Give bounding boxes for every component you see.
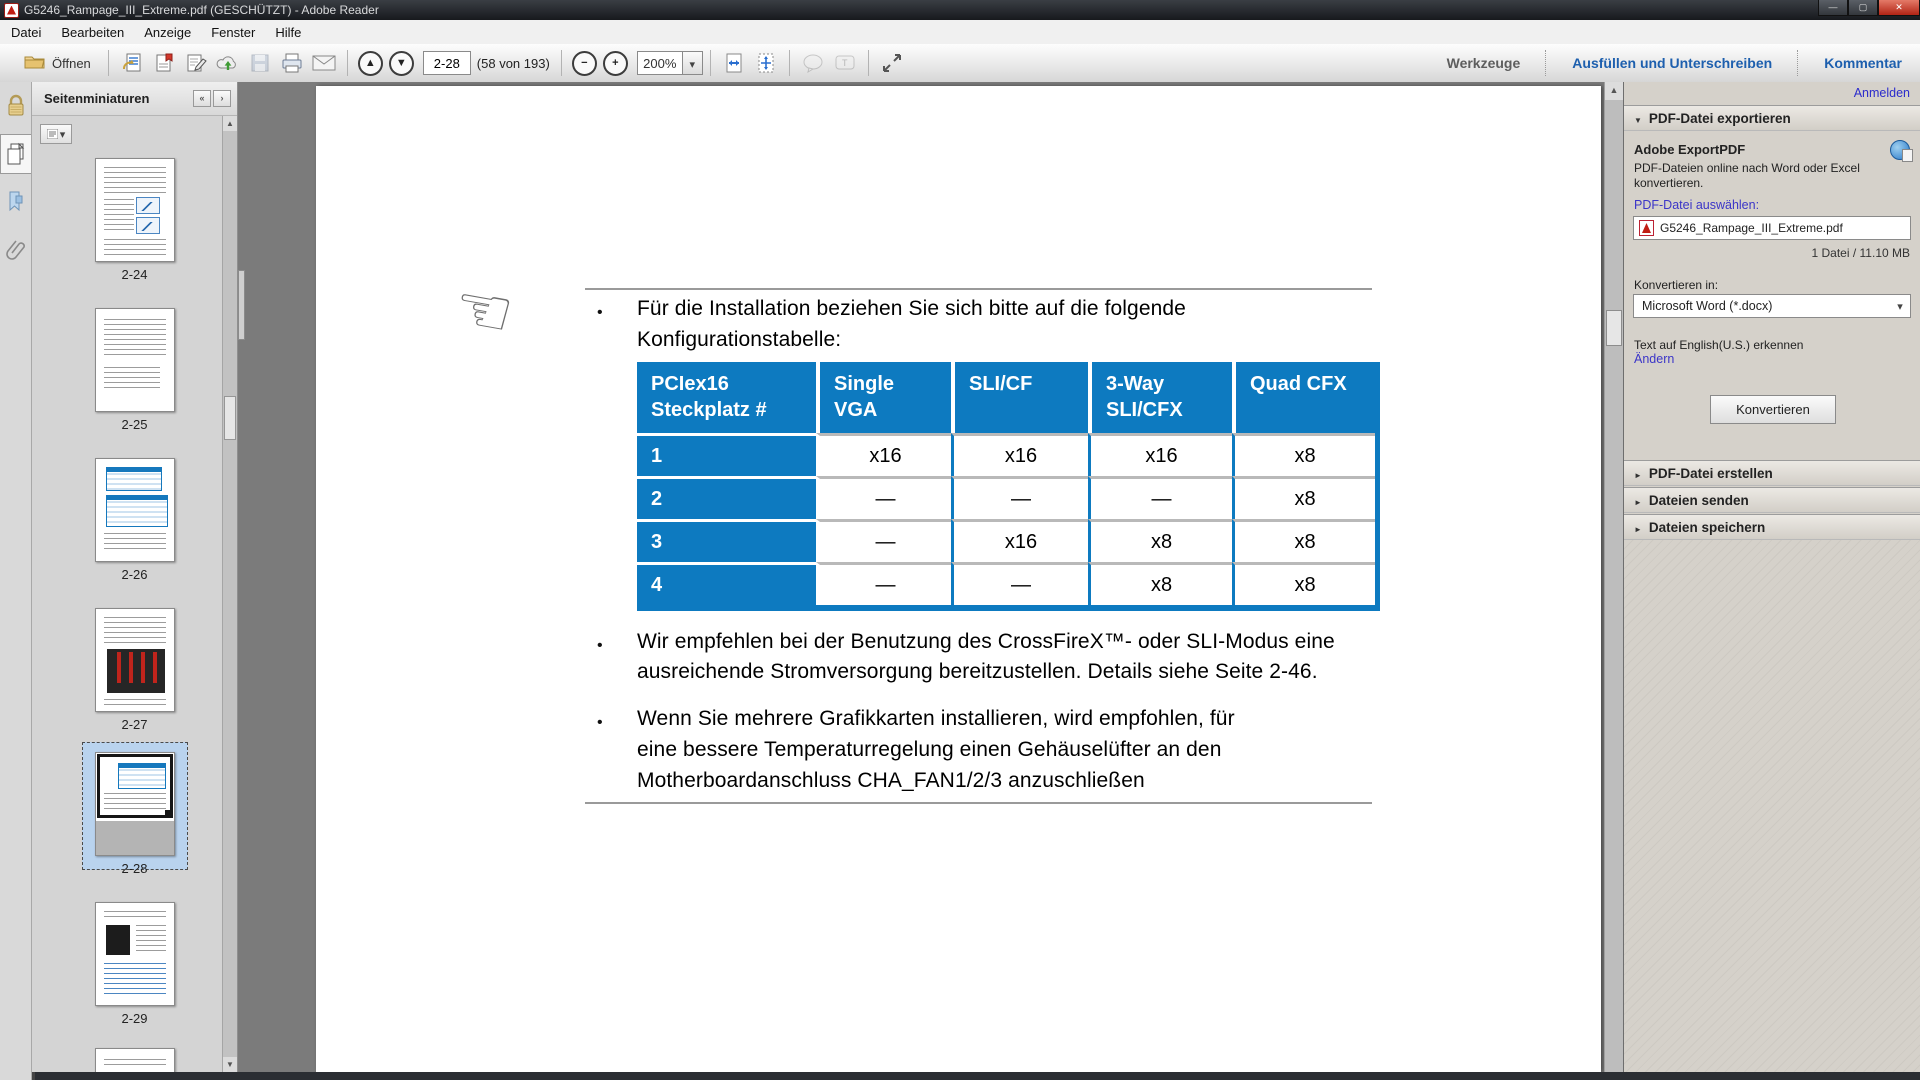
thumbnail-page-2-25[interactable]: [95, 308, 175, 412]
open-button[interactable]: [14, 50, 101, 77]
dropdown-button[interactable]: [1890, 295, 1910, 317]
thumbnail-item[interactable]: [32, 308, 237, 432]
thumbnail-item[interactable]: [32, 158, 237, 282]
table-header-cell: SLI/CF: [951, 362, 1088, 433]
scroll-up-icon[interactable]: ▲: [223, 116, 237, 131]
pdf-file-icon: [1639, 220, 1654, 236]
thumbnail-label: 2-29: [121, 1011, 148, 1026]
menu-bearbeiten[interactable]: Bearbeiten: [61, 24, 125, 40]
fullscreen-icon[interactable]: [879, 51, 905, 75]
panel-filler: [1624, 540, 1920, 1072]
zoom-dropdown-button[interactable]: [682, 52, 702, 74]
note2-line1: Wir empfehlen bei der Benutzung des CrossFireX™- oder SLI-Modus eine: [637, 630, 1335, 653]
bullet: •: [597, 714, 603, 731]
section-send-files[interactable]: [1624, 487, 1920, 513]
table-cell: x16: [951, 433, 1088, 476]
note3-line2: eine bessere Temperaturregelung einen Gehäuselüfter an den: [637, 738, 1222, 761]
table-cell: x8: [1232, 519, 1375, 562]
toolbar-separator: [561, 50, 562, 76]
pdf-app-icon: [4, 3, 19, 18]
bookmarks-tab[interactable]: [2, 182, 30, 222]
folder-icon: [24, 54, 46, 73]
export-pdf-title: Adobe ExportPDF: [1634, 142, 1746, 157]
thumbnails-panel-header: [32, 82, 237, 116]
thumbnail-item[interactable]: [32, 458, 237, 582]
table-header-cell: PCIex16 Steckplatz #: [637, 362, 816, 433]
open-button-label: Öffnen: [52, 55, 91, 71]
menu-fenster[interactable]: Fenster: [211, 24, 256, 40]
window-controls: [1818, 0, 1920, 20]
triangle-right-icon: [1634, 466, 1642, 481]
table-cell: —: [816, 562, 951, 605]
table-cell: x16: [1088, 433, 1232, 476]
tab-werkzeuge[interactable]: Werkzeuge: [1446, 55, 1521, 71]
security-lock-icon[interactable]: [2, 86, 30, 126]
note-bottom-rule: [585, 802, 1372, 804]
print-icon[interactable]: [279, 51, 305, 75]
thumbnail-label: 2-24: [121, 267, 148, 282]
attachments-paperclip-icon[interactable]: [2, 230, 30, 270]
thumbnail-page-2-26[interactable]: [95, 458, 175, 562]
selected-file-name: G5246_Rampage_III_Extreme.pdf: [1660, 221, 1843, 235]
table-cell: x8: [1232, 562, 1375, 605]
section-create-pdf[interactable]: [1624, 460, 1920, 486]
pcie-configuration-table: [637, 362, 1380, 611]
expand-panel-button[interactable]: ›: [213, 90, 231, 107]
tools-panel: [1623, 82, 1920, 1072]
note3-line3: Motherboardanschluss CHA_FAN1/2/3 anzuschließen: [637, 769, 1145, 792]
save-icon: [247, 51, 273, 75]
table-cell: x16: [816, 433, 951, 476]
thumbnail-item[interactable]: [32, 902, 237, 1026]
page-thumbnails-tab[interactable]: [0, 134, 31, 174]
navigation-icon-strip: [0, 82, 32, 1080]
maximize-button[interactable]: ▢: [1848, 0, 1878, 16]
zoom-in-button[interactable]: +: [603, 51, 628, 76]
select-file-label: PDF-Datei auswählen:: [1634, 198, 1760, 212]
selected-file-box[interactable]: [1633, 216, 1911, 240]
zoom-out-button[interactable]: −: [572, 51, 597, 76]
menu-hilfe[interactable]: Hilfe: [275, 24, 302, 40]
document-scrollbar[interactable]: [1604, 82, 1623, 1072]
convert-format-dropdown[interactable]: [1633, 294, 1911, 318]
fit-width-icon[interactable]: [721, 51, 747, 75]
comment-bubble-icon: [800, 51, 826, 75]
main-toolbar: [0, 44, 1920, 83]
note1-line2: Konfigurationstabelle:: [637, 328, 842, 351]
thumbnail-page-2-27[interactable]: [95, 608, 175, 712]
scroll-up-icon[interactable]: ▲: [1605, 82, 1623, 100]
table-header-cell: Single VGA: [816, 362, 951, 433]
table-cell: x16: [951, 519, 1088, 562]
thumbnail-page-2-28[interactable]: [95, 752, 175, 856]
toolbar-right-tabs: [1429, 44, 1920, 82]
table-row-header: 2: [637, 476, 816, 519]
fit-page-icon[interactable]: [753, 51, 779, 75]
convert-format-value: Microsoft Word (*.docx): [1642, 299, 1773, 313]
chevron-down-icon: [1897, 299, 1903, 313]
menu-bar: [0, 20, 1920, 45]
page-thumbnails-panel: [32, 82, 238, 1072]
sign-in-link[interactable]: Anmelden: [1853, 86, 1910, 100]
page-count-label: (58 von 193): [476, 55, 550, 71]
section-send-files-label: Dateien senden: [1648, 492, 1749, 508]
previous-page-button[interactable]: ▲: [358, 51, 383, 76]
table-cell: x8: [1232, 433, 1375, 476]
minimize-button[interactable]: —: [1818, 0, 1848, 16]
svg-text:T: T: [841, 58, 848, 68]
toolbar-separator: [789, 50, 790, 76]
toolbar-separator: [1797, 50, 1799, 76]
thumbnail-page-2-29[interactable]: [95, 902, 175, 1006]
menu-anzeige[interactable]: Anzeige: [144, 24, 192, 40]
thumbnail-page-2-24[interactable]: [95, 158, 175, 262]
thumbnail-label: 2-25: [121, 417, 148, 432]
thumbnail-label: 2-27: [121, 717, 148, 732]
table-cell: x8: [1088, 519, 1232, 562]
table-cell: —: [951, 562, 1088, 605]
tab-ausfuellen-und-unterschreiben[interactable]: Ausfüllen und Unterschreiben: [1572, 55, 1773, 71]
export-desc-line2: konvertieren.: [1634, 176, 1704, 190]
thumbnails-scrollbar[interactable]: [222, 116, 237, 1072]
pdf-page[interactable]: [316, 86, 1601, 1072]
thumbnail-item[interactable]: [32, 608, 237, 732]
email-icon[interactable]: [311, 51, 337, 75]
table-cell: x8: [1232, 476, 1375, 519]
table-cell: —: [951, 476, 1088, 519]
thumbnail-offscreen-area: [96, 821, 174, 855]
table-cell: —: [816, 519, 951, 562]
tab-kommentar[interactable]: Kommentar: [1824, 55, 1902, 71]
chevron-down-icon: [60, 128, 66, 141]
thumbnail-options-button[interactable]: [40, 124, 72, 144]
toolbar-separator: [347, 50, 348, 76]
section-export-pdf[interactable]: [1624, 105, 1920, 131]
note-hand-icon: [448, 267, 520, 353]
text-markup-icon: [832, 51, 858, 75]
convert-button[interactable]: Konvertieren: [1710, 395, 1836, 424]
document-view-area[interactable]: [238, 82, 1604, 1072]
triangle-right-icon: [1634, 520, 1642, 535]
create-pdf-icon[interactable]: [151, 51, 177, 75]
table-row-header: 4: [637, 562, 816, 605]
table-row-header: 3: [637, 519, 816, 562]
thumbnail-item-selected[interactable]: [32, 752, 237, 876]
menu-datei[interactable]: Datei: [11, 24, 42, 40]
zoom-level-control[interactable]: [637, 51, 703, 75]
title-bar: [0, 0, 1920, 20]
table-header-cell: Quad CFX: [1232, 362, 1375, 433]
scroll-down-icon[interactable]: ▼: [223, 1057, 237, 1072]
triangle-right-icon: [1634, 493, 1642, 508]
section-create-pdf-label: PDF-Datei erstellen: [1648, 465, 1773, 481]
section-export-pdf-label: PDF-Datei exportieren: [1648, 110, 1791, 126]
close-button[interactable]: ✕: [1878, 0, 1920, 16]
section-store-files-label: Dateien speichern: [1648, 519, 1766, 535]
chevron-down-icon: [690, 56, 696, 71]
change-link[interactable]: Ändern: [1634, 352, 1675, 366]
toolbar-separator: [108, 50, 109, 76]
toolbar-separator: [868, 50, 869, 76]
bullet: •: [597, 637, 603, 654]
cloud-upload-icon[interactable]: [215, 51, 241, 75]
zoom-level-value: 200%: [643, 55, 677, 71]
exportpdf-service-icon: [1890, 140, 1910, 160]
note-top-rule: [585, 288, 1372, 290]
thumbnails-panel-title: Seitenminiaturen: [44, 91, 150, 106]
export-desc-line1: PDF-Dateien online nach Word oder Excel: [1634, 161, 1860, 175]
ocr-language-text: Text auf English(U.S.) erkennen: [1634, 338, 1804, 352]
table-header-cell: 3-Way SLI/CFX: [1088, 362, 1232, 433]
toolbar-separator: [1545, 50, 1547, 76]
toolbar-separator: [710, 50, 711, 76]
note3-line1: Wenn Sie mehrere Grafikkarten installieren, wird empfohlen, für: [637, 707, 1235, 730]
thumbnails-scrollbar-thumb[interactable]: [224, 396, 236, 440]
triangle-down-icon: [1634, 111, 1642, 126]
table-row-header: 1: [637, 433, 816, 476]
table-cell: —: [816, 476, 951, 519]
file-meta: 1 Datei / 11.10 MB: [1811, 246, 1910, 260]
thumbnail-label: 2-28: [121, 861, 148, 876]
table-cell: —: [1088, 476, 1232, 519]
window-bottom-edge: [35, 1072, 1920, 1080]
page-number-input[interactable]: [423, 51, 471, 75]
document-scrollbar-thumb[interactable]: [1606, 310, 1622, 346]
window-title: G5246_Rampage_III_Extreme.pdf (GESCHÜTZT) - Adobe Reader: [24, 3, 379, 17]
export-pdf-icon[interactable]: [119, 51, 145, 75]
note2-line2: ausreichende Stromversorgung bereitzustellen. Details siehe Seite 2-46.: [637, 660, 1318, 683]
convert-to-label: Konvertieren in:: [1634, 278, 1719, 292]
bullet: •: [597, 304, 603, 321]
sign-document-icon[interactable]: [183, 51, 209, 75]
panel-splitter-handle[interactable]: [238, 270, 245, 340]
next-page-button[interactable]: ▼: [389, 51, 414, 76]
visible-area-frame[interactable]: [97, 754, 173, 818]
table-cell: x8: [1088, 562, 1232, 605]
note1-line1: Für die Installation beziehen Sie sich bitte auf die folgende: [637, 297, 1186, 320]
collapse-panel-button[interactable]: «: [193, 90, 211, 107]
thumbnail-label: 2-26: [121, 567, 148, 582]
section-store-files[interactable]: [1624, 514, 1920, 540]
